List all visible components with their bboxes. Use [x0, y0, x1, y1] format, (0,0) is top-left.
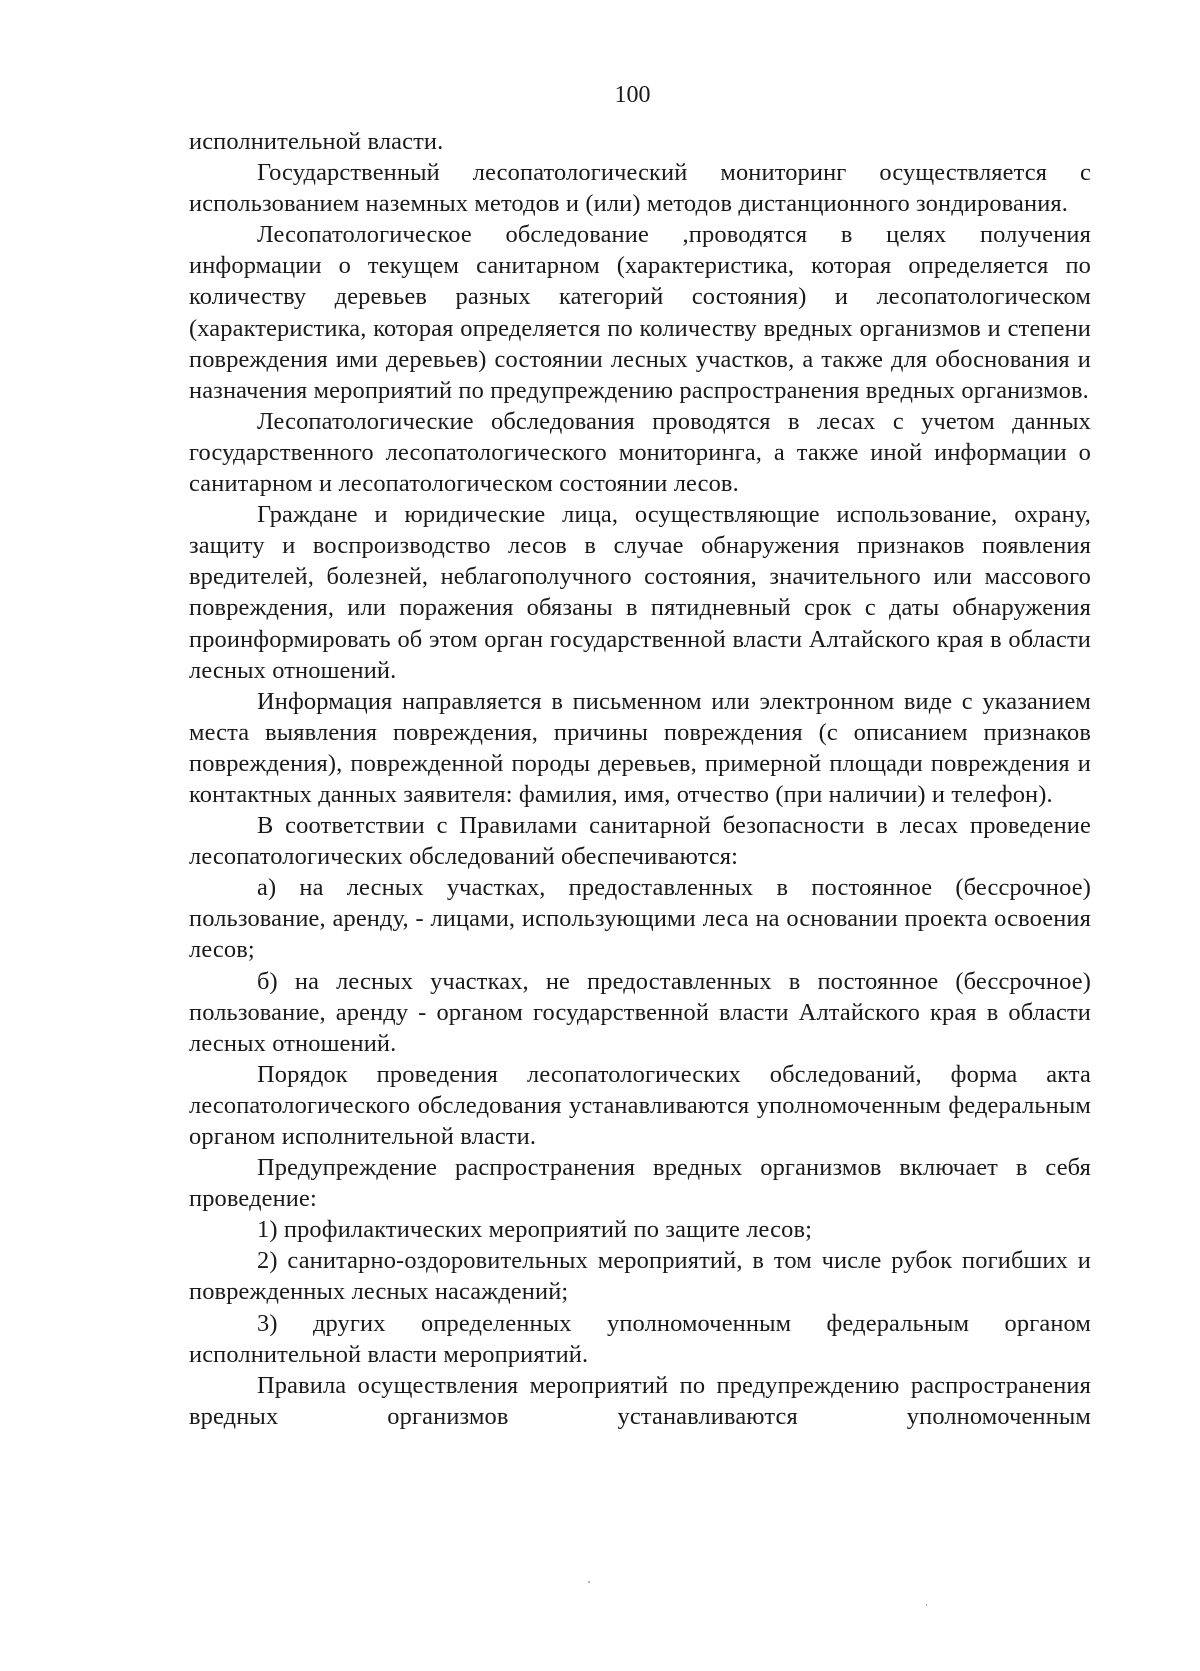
paragraph-prevention-rules: Правила осуществления мероприятий по предупреждению распространения вредных организмов устанавливаются уполномоченным: [189, 1371, 1091, 1430]
list-item-b: б) на лесных участках, не предоставленных в постоянное (бессрочное) пользование, аренду - органом государственной власти Алтайского края в области лесных отношений.: [189, 967, 1091, 1057]
paragraph-survey-procedure: Порядок проведения лесопатологических обследований, форма акта лесопатологического обследования устанавливаются уполномоченным федеральным органом исполнительной власти.: [189, 1060, 1091, 1150]
page-number: 100: [614, 82, 651, 108]
paragraph-survey-purpose: Лесопатологическое обследование ,проводятся в целях получения информации о текущем санитарном (характеристика, которая определяется по количеству деревьев разных категорий состояния) и лесопатологическом (характеристика, которая определяется по количеству вредных организмов и степени повреждения ими деревьев) состоянии лесных участков, а также для обоснования и назначения мероприятий по предупреждению распространения вредных организмов.: [189, 221, 1091, 404]
paragraph-continuation: исполнительной власти.: [189, 128, 444, 155]
list-item-a: а) на лесных участках, предоставленных в постоянное (бессрочное) пользование, аренду, - лицами, использующими леса на основании проекта освоения лесов;: [189, 874, 1091, 964]
list-item-1: 1) профилактических мероприятий по защите лесов;: [257, 1216, 813, 1244]
paragraph-sanitary-rules: В соответствии с Правилами санитарной безопасности в лесах проведение лесопатологических обследований обеспечиваются:: [189, 812, 1091, 871]
list-item-2: 2) санитарно-оздоровительных мероприятий, в том числе рубок погибших и поврежденных лесных насаждений;: [189, 1247, 1091, 1306]
paragraph-survey-data: Лесопатологические обследования проводятся в лесах с учетом данных государственного лесопатологического мониторинга, а также иной информации о санитарном и лесопатологическом состоянии лесов.: [189, 407, 1091, 498]
list-item-3: 3) других определенных уполномоченным федеральным органом исполнительной власти мероприятий.: [189, 1309, 1091, 1368]
document-body: [189, 126, 1091, 1432]
scan-speck: [588, 1581, 590, 1583]
paragraph-information-content: Информация направляется в письменном или электронном виде с указанием места выявления повреждения, причины повреждения (с описанием признаков повреждения), поврежденной породы деревьев, примерной площади повреждения и контактных данных заявителя: фамилия, имя, отчество (при наличии) и телефон).: [189, 687, 1091, 808]
paragraph-prevention-intro: Предупреждение распространения вредных организмов включает в себя проведение:: [189, 1154, 1091, 1213]
paragraph-monitoring: Государственный лесопатологический мониторинг осуществляется с использованием наземных методов и (или) методов дистанционного зондирования.: [189, 159, 1091, 218]
paragraph-citizens-duty: Граждане и юридические лица, осуществляющие использование, охрану, защиту и воспроизводство лесов в случае обнаружения признаков появления вредителей, болезней, неблагополучного состояния, значительного или массового повреждения, или поражения обязаны в пятидневный срок с даты обнаружения проинформировать об этом орган государственной власти Алтайского края в области лесных отношений.: [189, 501, 1091, 684]
scan-speck: [926, 1604, 927, 1606]
